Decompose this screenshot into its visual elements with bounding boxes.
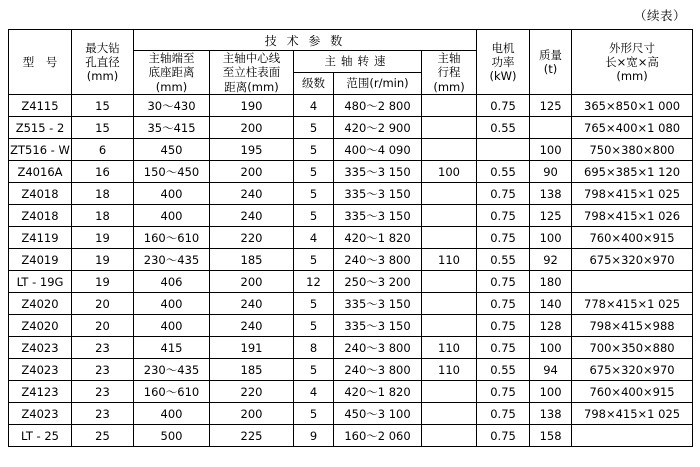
cell-model: Z4023 xyxy=(9,403,72,425)
cell-speed-range: 480～2 800 xyxy=(334,95,422,117)
cell-dimensions: 675×320×970 xyxy=(572,359,693,381)
cell-spindle-travel xyxy=(422,183,477,205)
header-model: 型 号 xyxy=(9,30,72,95)
cell-max-drill-diameter: 15 xyxy=(72,95,134,117)
header-travel-line3: (mm) xyxy=(433,79,465,94)
cell-max-drill-diameter: 23 xyxy=(72,337,134,359)
cell-speed-steps: 4 xyxy=(294,95,334,117)
cell-motor-power: 0.55 xyxy=(477,359,530,381)
cell-spindle-travel xyxy=(422,139,477,161)
cell-spindle-to-base: 30～430 xyxy=(134,95,210,117)
cell-max-drill-diameter: 18 xyxy=(72,205,134,227)
cell-center-distance: 200 xyxy=(210,403,294,425)
cell-spindle-travel xyxy=(422,293,477,315)
header-mass-line2: (t) xyxy=(543,62,558,77)
table-row xyxy=(9,381,693,403)
table-row xyxy=(9,117,693,139)
cell-speed-range: 335～3 150 xyxy=(334,205,422,227)
cell-dimensions: 798×415×1 026 xyxy=(572,205,693,227)
cell-speed-range: 450～3 100 xyxy=(334,403,422,425)
header-max-drill-line2: 孔直径 xyxy=(85,54,120,69)
cell-center-distance: 191 xyxy=(210,337,294,359)
header-motor-power-line2: 功率 xyxy=(491,54,515,69)
header-speed-range: 范围(r/min) xyxy=(334,73,422,95)
cell-motor-power: 0.75 xyxy=(477,403,530,425)
cell-model: Z4016A xyxy=(9,161,72,183)
cell-speed-steps: 12 xyxy=(294,271,334,293)
cell-motor-power: 0.55 xyxy=(477,117,530,139)
cell-model: Z4115 xyxy=(9,95,72,117)
cell-max-drill-diameter: 20 xyxy=(72,293,134,315)
header-spindle-to-base-line1: 主轴端至 xyxy=(148,51,195,65)
cell-motor-power: 0.55 xyxy=(477,249,530,271)
cell-center-distance: 190 xyxy=(210,95,294,117)
cell-speed-range: 335～3 150 xyxy=(334,161,422,183)
cell-center-distance: 185 xyxy=(210,249,294,271)
cell-spindle-to-base: 400 xyxy=(134,315,210,337)
header-dimensions-line1: 外形尺寸 xyxy=(609,40,656,55)
table-row xyxy=(9,315,693,337)
cell-center-distance: 200 xyxy=(210,117,294,139)
specification-table xyxy=(8,29,693,447)
cell-mass: 100 xyxy=(530,139,572,161)
table-row xyxy=(9,425,693,447)
cell-mass: 125 xyxy=(530,95,572,117)
header-center-line1: 主轴中心线 xyxy=(222,51,281,65)
cell-speed-range: 160～2 060 xyxy=(334,425,422,447)
header-dimensions-line3: (mm) xyxy=(616,69,648,84)
header-motor-power-line3: (kW) xyxy=(489,69,517,84)
cell-model: Z515 - 2 xyxy=(9,117,72,139)
cell-speed-steps: 5 xyxy=(294,403,334,425)
cell-motor-power: 0.75 xyxy=(477,381,530,403)
cell-center-distance: 240 xyxy=(210,315,294,337)
header-spindle-speed: 主轴转速 xyxy=(294,51,422,73)
cell-dimensions: 778×415×1 025 xyxy=(572,293,693,315)
cell-dimensions xyxy=(572,425,693,447)
table-row xyxy=(9,337,693,359)
cell-spindle-to-base: 415 xyxy=(134,337,210,359)
header-dimensions-line2: 长×宽×高 xyxy=(605,54,659,69)
cell-spindle-travel xyxy=(422,227,477,249)
cell-dimensions: 798×415×1 025 xyxy=(572,183,693,205)
header-motor-power-line1: 电机 xyxy=(491,40,515,55)
cell-spindle-to-base: 160～610 xyxy=(134,381,210,403)
cell-spindle-to-base: 500 xyxy=(134,425,210,447)
cell-spindle-to-base: 400 xyxy=(134,183,210,205)
cell-dimensions: 750×380×800 xyxy=(572,139,693,161)
header-dimensions xyxy=(572,30,693,95)
cell-model: Z4023 xyxy=(9,359,72,381)
cell-speed-steps: 8 xyxy=(294,337,334,359)
header-spindle-to-base xyxy=(134,51,210,95)
header-max-drill-line3: (mm) xyxy=(86,69,119,84)
header-spindle-to-base-line2: 底座距离 xyxy=(148,65,195,80)
cell-model: Z4023 xyxy=(9,337,72,359)
cell-max-drill-diameter: 15 xyxy=(72,117,134,139)
header-tech-params: 技 术 参 数 xyxy=(134,30,477,51)
cell-speed-range: 250～3 200 xyxy=(334,271,422,293)
header-center-line2: 至立柱表面 xyxy=(222,65,281,80)
cell-dimensions: 765×400×1 080 xyxy=(572,117,693,139)
cell-mass: 138 xyxy=(530,403,572,425)
table-row xyxy=(9,205,693,227)
table-row xyxy=(9,359,693,381)
cell-model: LT - 19G xyxy=(9,271,72,293)
cell-speed-steps: 5 xyxy=(294,293,334,315)
cell-spindle-travel xyxy=(422,117,477,139)
cell-dimensions: 798×415×1 025 xyxy=(572,403,693,425)
cell-speed-range: 420～2 900 xyxy=(334,117,422,139)
cell-max-drill-diameter: 23 xyxy=(72,403,134,425)
cell-center-distance: 240 xyxy=(210,293,294,315)
cell-dimensions: 760×400×915 xyxy=(572,381,693,403)
cell-mass xyxy=(530,117,572,139)
cell-max-drill-diameter: 23 xyxy=(72,381,134,403)
cell-model: Z4020 xyxy=(9,315,72,337)
cell-motor-power: 0.75 xyxy=(477,293,530,315)
cell-mass: 125 xyxy=(530,205,572,227)
cell-spindle-travel xyxy=(422,95,477,117)
cell-max-drill-diameter: 23 xyxy=(72,359,134,381)
cell-max-drill-diameter: 20 xyxy=(72,315,134,337)
header-row-group xyxy=(9,30,693,51)
cell-mass: 100 xyxy=(530,381,572,403)
cell-spindle-to-base: 160～610 xyxy=(134,227,210,249)
cell-speed-range: 420～1 820 xyxy=(334,227,422,249)
cell-max-drill-diameter: 16 xyxy=(72,161,134,183)
cell-center-distance: 225 xyxy=(210,425,294,447)
cell-max-drill-diameter: 19 xyxy=(72,227,134,249)
cell-motor-power: 0.75 xyxy=(477,205,530,227)
cell-motor-power: 0.75 xyxy=(477,315,530,337)
cell-spindle-to-base: 400 xyxy=(134,403,210,425)
cell-motor-power: 0.75 xyxy=(477,271,530,293)
cell-motor-power xyxy=(477,139,530,161)
cell-spindle-travel: 100 xyxy=(422,161,477,183)
header-speed-steps: 级数 xyxy=(294,73,334,95)
table-row xyxy=(9,249,693,271)
cell-speed-steps: 5 xyxy=(294,117,334,139)
cell-spindle-travel xyxy=(422,381,477,403)
cell-speed-range: 420～1 820 xyxy=(334,381,422,403)
cell-dimensions: 700×350×880 xyxy=(572,337,693,359)
cell-spindle-travel xyxy=(422,271,477,293)
cell-center-distance: 195 xyxy=(210,139,294,161)
header-center-line3: 距离(mm) xyxy=(224,79,279,94)
table-row xyxy=(9,95,693,117)
cell-speed-steps: 4 xyxy=(294,381,334,403)
header-max-drill-line1: 最大钻 xyxy=(85,40,120,55)
continued-table-note: （续表） xyxy=(633,8,686,23)
cell-dimensions: 760×400×915 xyxy=(572,227,693,249)
cell-speed-range: 400～4 090 xyxy=(334,139,422,161)
cell-mass: 180 xyxy=(530,271,572,293)
cell-center-distance: 220 xyxy=(210,381,294,403)
table-row xyxy=(9,271,693,293)
cell-spindle-travel: 110 xyxy=(422,249,477,271)
cell-speed-steps: 5 xyxy=(294,183,334,205)
header-travel-line1: 主轴 xyxy=(437,51,461,65)
table-header xyxy=(9,30,693,95)
cell-speed-steps: 5 xyxy=(294,161,334,183)
cell-speed-range: 240～3 800 xyxy=(334,249,422,271)
cell-speed-steps: 9 xyxy=(294,425,334,447)
cell-speed-range: 335～3 150 xyxy=(334,183,422,205)
table-row xyxy=(9,403,693,425)
cell-max-drill-diameter: 25 xyxy=(72,425,134,447)
cell-motor-power: 0.75 xyxy=(477,337,530,359)
cell-mass: 138 xyxy=(530,183,572,205)
cell-mass: 90 xyxy=(530,161,572,183)
table-row xyxy=(9,161,693,183)
cell-motor-power: 0.55 xyxy=(477,161,530,183)
header-motor-power xyxy=(477,30,530,95)
cell-spindle-to-base: 230～435 xyxy=(134,249,210,271)
table-row xyxy=(9,139,693,161)
cell-dimensions xyxy=(572,271,693,293)
header-spindle-center-to-column xyxy=(210,51,294,95)
header-mass-line1: 质量 xyxy=(539,47,563,62)
cell-max-drill-diameter: 19 xyxy=(72,249,134,271)
cell-speed-steps: 4 xyxy=(294,227,334,249)
cell-speed-steps: 5 xyxy=(294,359,334,381)
cell-model: Z4119 xyxy=(9,227,72,249)
cell-center-distance: 200 xyxy=(210,271,294,293)
cell-model: LT - 25 xyxy=(9,425,72,447)
cell-center-distance: 240 xyxy=(210,183,294,205)
table-body xyxy=(9,95,693,447)
cell-spindle-travel: 110 xyxy=(422,337,477,359)
cell-spindle-to-base: 450 xyxy=(134,139,210,161)
cell-spindle-to-base: 400 xyxy=(134,205,210,227)
cell-mass: 100 xyxy=(530,337,572,359)
cell-dimensions: 798×415×988 xyxy=(572,315,693,337)
cell-spindle-to-base: 150～450 xyxy=(134,161,210,183)
cell-spindle-travel xyxy=(422,403,477,425)
cell-center-distance: 200 xyxy=(210,161,294,183)
cell-speed-range: 335～3 150 xyxy=(334,293,422,315)
cell-max-drill-diameter: 6 xyxy=(72,139,134,161)
cell-spindle-to-base: 230～435 xyxy=(134,359,210,381)
cell-spindle-to-base: 400 xyxy=(134,293,210,315)
cell-model: Z4020 xyxy=(9,293,72,315)
cell-motor-power: 0.75 xyxy=(477,227,530,249)
cell-speed-steps: 5 xyxy=(294,205,334,227)
cell-speed-range: 240～3 800 xyxy=(334,359,422,381)
cell-spindle-to-base: 406 xyxy=(134,271,210,293)
cell-speed-range: 240～3 800 xyxy=(334,337,422,359)
cell-speed-steps: 5 xyxy=(294,315,334,337)
cell-mass: 92 xyxy=(530,249,572,271)
cell-dimensions: 365×850×1 000 xyxy=(572,95,693,117)
table-row xyxy=(9,227,693,249)
cell-spindle-to-base: 35～415 xyxy=(134,117,210,139)
cell-motor-power: 0.75 xyxy=(477,95,530,117)
cell-model: ZT516 - W xyxy=(9,139,72,161)
cell-model: Z4123 xyxy=(9,381,72,403)
cell-model: Z4018 xyxy=(9,183,72,205)
header-spindle-to-base-line3: (mm) xyxy=(155,79,188,94)
cell-spindle-travel: 110 xyxy=(422,359,477,381)
header-spindle-travel xyxy=(422,51,477,95)
cell-mass: 100 xyxy=(530,227,572,249)
cell-speed-range: 335～3 150 xyxy=(334,315,422,337)
cell-center-distance: 240 xyxy=(210,205,294,227)
cell-speed-steps: 5 xyxy=(294,249,334,271)
cell-motor-power: 0.75 xyxy=(477,425,530,447)
cell-spindle-travel xyxy=(422,315,477,337)
header-max-drill-diameter xyxy=(72,30,134,95)
cell-spindle-travel xyxy=(422,205,477,227)
cell-model: Z4018 xyxy=(9,205,72,227)
cell-max-drill-diameter: 18 xyxy=(72,183,134,205)
cell-dimensions: 695×385×1 120 xyxy=(572,161,693,183)
cell-speed-steps: 5 xyxy=(294,139,334,161)
cell-mass: 128 xyxy=(530,315,572,337)
cell-center-distance: 185 xyxy=(210,359,294,381)
cell-mass: 94 xyxy=(530,359,572,381)
cell-max-drill-diameter: 19 xyxy=(72,271,134,293)
cell-mass: 140 xyxy=(530,293,572,315)
table-row xyxy=(9,293,693,315)
cell-motor-power: 0.75 xyxy=(477,183,530,205)
table-row xyxy=(9,183,693,205)
cell-dimensions: 675×320×970 xyxy=(572,249,693,271)
cell-model: Z4019 xyxy=(9,249,72,271)
cell-spindle-travel xyxy=(422,425,477,447)
header-travel-line2: 行程 xyxy=(437,65,461,80)
cell-center-distance: 220 xyxy=(210,227,294,249)
header-mass xyxy=(530,30,572,95)
cell-mass: 158 xyxy=(530,425,572,447)
